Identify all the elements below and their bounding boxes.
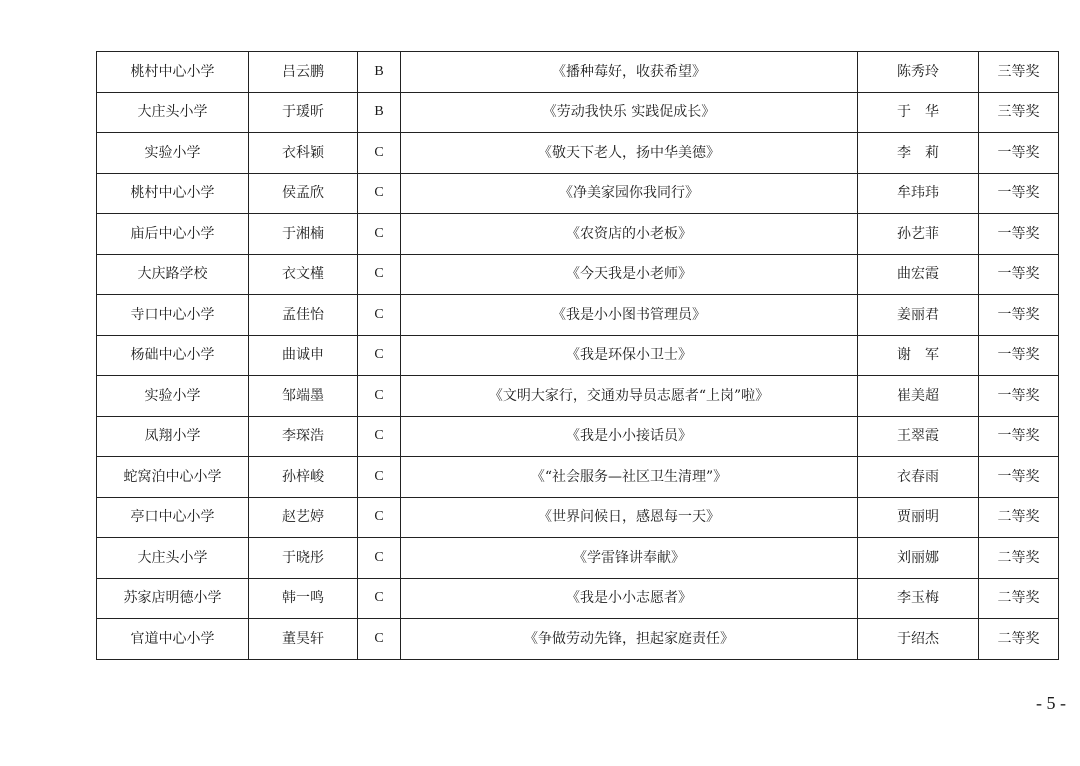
table-row [97,295,1059,336]
teacher-cell: 崔美超 [858,376,979,417]
table-row [97,133,1059,174]
award-cell: 一等奖 [979,173,1059,214]
school-cell: 大庄头小学 [97,538,249,579]
school-cell: 实验小学 [97,133,249,174]
group-cell: C [358,619,401,660]
award-table [96,51,1059,660]
table-row [97,578,1059,619]
title-cell: 《学雷锋讲奉献》 [401,538,858,579]
group-cell: C [358,214,401,255]
group-cell: C [358,335,401,376]
student-cell: 赵艺婷 [249,497,358,538]
school-cell: 官道中心小学 [97,619,249,660]
award-cell: 一等奖 [979,214,1059,255]
title-cell: 《今天我是小老师》 [401,254,858,295]
title-cell: 《我是小小接话员》 [401,416,858,457]
table-row [97,52,1059,93]
group-cell: C [358,457,401,498]
award-cell: 三等奖 [979,92,1059,133]
student-cell: 李琛浩 [249,416,358,457]
title-cell: 《我是小小志愿者》 [401,578,858,619]
school-cell: 庙后中心小学 [97,214,249,255]
teacher-cell: 孙艺菲 [858,214,979,255]
award-cell: 一等奖 [979,457,1059,498]
table-row [97,92,1059,133]
award-cell: 二等奖 [979,619,1059,660]
title-cell: 《净美家园你我同行》 [401,173,858,214]
table-row [97,214,1059,255]
group-cell: B [358,52,401,93]
school-cell: 桃村中心小学 [97,52,249,93]
student-cell: 衣科颖 [249,133,358,174]
table-row [97,619,1059,660]
student-cell: 邹端墨 [249,376,358,417]
title-cell: 《我是环保小卫士》 [401,335,858,376]
school-cell: 大庄头小学 [97,92,249,133]
award-cell: 一等奖 [979,133,1059,174]
title-cell: 《敬天下老人，扬中华美德》 [401,133,858,174]
table-row [97,416,1059,457]
student-cell: 于晓彤 [249,538,358,579]
teacher-cell: 曲宏霞 [858,254,979,295]
school-cell: 桃村中心小学 [97,173,249,214]
award-cell: 二等奖 [979,497,1059,538]
award-cell: 一等奖 [979,254,1059,295]
title-cell: 《世界问候日，感恩每一天》 [401,497,858,538]
table-row [97,376,1059,417]
student-cell: 吕云鹏 [249,52,358,93]
group-cell: C [358,578,401,619]
school-cell: 苏家店明德小学 [97,578,249,619]
title-cell: 《文明大家行，交通劝导员志愿者“上岗”啦》 [401,376,858,417]
group-cell: C [358,254,401,295]
table-row [97,457,1059,498]
teacher-cell: 李 莉 [858,133,979,174]
school-cell: 大庆路学校 [97,254,249,295]
award-cell: 一等奖 [979,376,1059,417]
school-cell: 蛇窝泊中心小学 [97,457,249,498]
group-cell: C [358,133,401,174]
teacher-cell: 于 华 [858,92,979,133]
group-cell: C [358,538,401,579]
group-cell: C [358,173,401,214]
table-row [97,497,1059,538]
teacher-cell: 牟玮玮 [858,173,979,214]
student-cell: 于瑗昕 [249,92,358,133]
award-cell: 一等奖 [979,295,1059,336]
teacher-cell: 谢 军 [858,335,979,376]
award-cell: 二等奖 [979,538,1059,579]
student-cell: 孟佳怡 [249,295,358,336]
award-cell: 一等奖 [979,335,1059,376]
teacher-cell: 王翠霞 [858,416,979,457]
table-row [97,335,1059,376]
teacher-cell: 陈秀玲 [858,52,979,93]
title-cell: 《我是小小图书管理员》 [401,295,858,336]
table-row [97,254,1059,295]
table-row [97,538,1059,579]
title-cell: 《劳动我快乐 实践促成长》 [401,92,858,133]
page-number: - 5 - [1036,693,1066,713]
student-cell: 衣文槿 [249,254,358,295]
teacher-cell: 姜丽君 [858,295,979,336]
title-cell: 《争做劳动先锋，担起家庭责任》 [401,619,858,660]
award-cell: 一等奖 [979,416,1059,457]
teacher-cell: 于绍杰 [858,619,979,660]
student-cell: 孙梓峻 [249,457,358,498]
school-cell: 亭口中心小学 [97,497,249,538]
group-cell: C [358,416,401,457]
group-cell: B [358,92,401,133]
title-cell: 《农资店的小老板》 [401,214,858,255]
table-row [97,173,1059,214]
teacher-cell: 衣春雨 [858,457,979,498]
teacher-cell: 刘丽娜 [858,538,979,579]
title-cell: 《播种莓好，收获希望》 [401,52,858,93]
award-cell: 二等奖 [979,578,1059,619]
student-cell: 韩一鸣 [249,578,358,619]
school-cell: 凤翔小学 [97,416,249,457]
group-cell: C [358,497,401,538]
student-cell: 于湘楠 [249,214,358,255]
school-cell: 寺口中心小学 [97,295,249,336]
school-cell: 实验小学 [97,376,249,417]
student-cell: 曲诚申 [249,335,358,376]
group-cell: C [358,295,401,336]
student-cell: 侯孟欣 [249,173,358,214]
teacher-cell: 贾丽明 [858,497,979,538]
group-cell: C [358,376,401,417]
award-table-body [97,52,1059,660]
school-cell: 杨础中心小学 [97,335,249,376]
student-cell: 董昊轩 [249,619,358,660]
teacher-cell: 李玉梅 [858,578,979,619]
title-cell: 《“社会服务—社区卫生清理”》 [401,457,858,498]
award-cell: 三等奖 [979,52,1059,93]
